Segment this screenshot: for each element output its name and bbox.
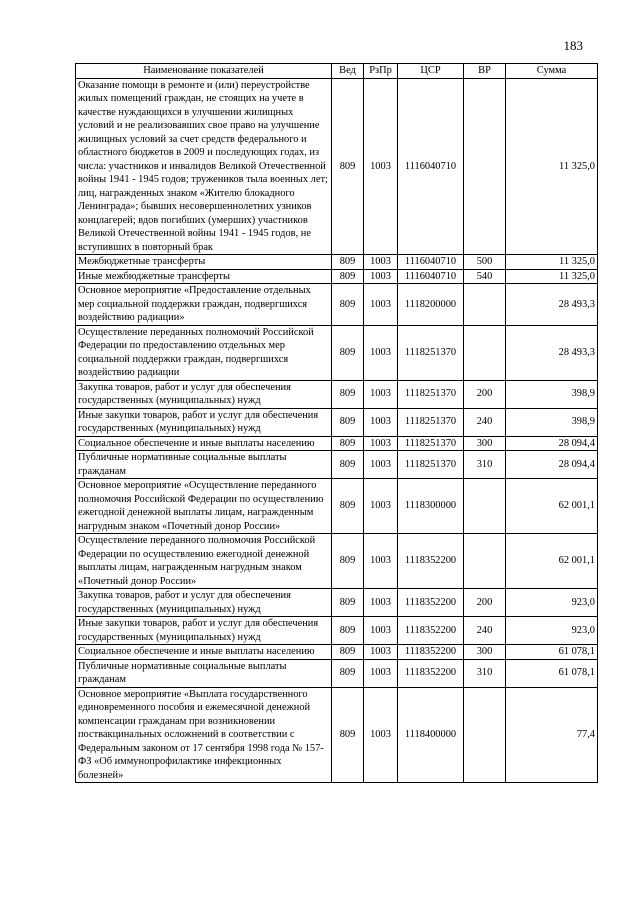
row-csr: 1116040710 [398,78,464,255]
table-row [76,589,598,617]
row-rzpr: 1003 [364,659,398,687]
header-csr: ЦСР [398,64,464,79]
row-ved: 809 [332,451,364,479]
row-name: Социальное обеспечение и иные выплаты населению [76,645,332,660]
row-csr: 1118251370 [398,436,464,451]
row-rzpr: 1003 [364,325,398,380]
row-vr: 540 [464,269,506,284]
header-ved: Вед [332,64,364,79]
table-header [76,64,598,79]
row-sum: 11 325,0 [506,269,598,284]
row-name: Закупка товаров, работ и услуг для обеспечения государственных (муниципальных) нужд [76,589,332,617]
row-csr: 1118251370 [398,325,464,380]
row-vr [464,479,506,534]
row-csr: 1118251370 [398,408,464,436]
header-rzpr: РзПр [364,64,398,79]
row-ved: 809 [332,659,364,687]
row-ved: 809 [332,617,364,645]
table-row [76,436,598,451]
header-vr: ВР [464,64,506,79]
row-csr: 1118251370 [398,380,464,408]
row-sum: 28 493,3 [506,325,598,380]
row-vr [464,325,506,380]
row-ved: 809 [332,325,364,380]
row-ved: 809 [332,479,364,534]
row-ved: 809 [332,408,364,436]
table-row [76,479,598,534]
row-csr: 1116040710 [398,255,464,270]
row-name: Иные межбюджетные трансферты [76,269,332,284]
row-vr [464,687,506,783]
table-row [76,659,598,687]
row-rzpr: 1003 [364,589,398,617]
row-name: Межбюджетные трансферты [76,255,332,270]
row-rzpr: 1003 [364,436,398,451]
row-ved: 809 [332,255,364,270]
row-name: Основное мероприятие «Предоставление отдельных мер социальной поддержки граждан, подвергшихся воздействию радиации» [76,284,332,326]
row-rzpr: 1003 [364,451,398,479]
row-vr: 300 [464,645,506,660]
row-csr: 1118352200 [398,589,464,617]
row-csr: 1118352200 [398,659,464,687]
row-name: Иные закупки товаров, работ и услуг для обеспечения государственных (муниципальных) нужд [76,617,332,645]
row-sum: 28 094,4 [506,451,598,479]
row-csr: 1118352200 [398,645,464,660]
table-row [76,269,598,284]
row-sum: 11 325,0 [506,78,598,255]
row-name: Осуществление переданного полномочия Российской Федерации по осуществлению ежегодной денежной выплаты лицам, награжденным нагрудным знаком «Почетный донор России» [76,534,332,589]
row-rzpr: 1003 [364,645,398,660]
row-vr: 310 [464,659,506,687]
row-vr: 200 [464,589,506,617]
row-csr: 1118352200 [398,617,464,645]
header-row [76,64,598,79]
row-rzpr: 1003 [364,534,398,589]
table-row [76,617,598,645]
row-vr [464,534,506,589]
table-row [76,687,598,783]
table-body [76,78,598,783]
row-rzpr: 1003 [364,479,398,534]
row-name: Основное мероприятие «Осуществление переданного полномочия Российской Федерации по осуществлению ежегодной денежной выплаты лицам, награжденным нагрудным знаком «Почетный донор России» [76,479,332,534]
row-sum: 11 325,0 [506,255,598,270]
table-row [76,78,598,255]
row-csr: 1118400000 [398,687,464,783]
row-vr: 300 [464,436,506,451]
row-vr [464,78,506,255]
row-ved: 809 [332,380,364,408]
row-sum: 62 001,1 [506,534,598,589]
row-sum: 923,0 [506,617,598,645]
row-csr: 1118352200 [398,534,464,589]
table-row [76,408,598,436]
row-csr: 1118251370 [398,451,464,479]
row-rzpr: 1003 [364,255,398,270]
row-name: Публичные нормативные социальные выплаты гражданам [76,659,332,687]
row-ved: 809 [332,284,364,326]
row-rzpr: 1003 [364,687,398,783]
row-vr [464,284,506,326]
row-name: Оказание помощи в ремонте и (или) переустройстве жилых помещений граждан, не стоящих на учете в качестве нуждающихся в улучшении жилищных условий и не реализовавших свое право на улучшение жилищных условий за счет средств федерального и областного бюджетов в 2009 и последующих годах, из числа: участников и инвалидов Великой Отечественной войны 1941 - 1945 годов; тружеников тыла военных лет; лиц, награжденных знаком «Жителю блокадного Ленинграда»; бывших несовершеннолетних узников концлагерей; вдов погибших (умерших) участников Великой Отечественной войны 1941 - 1945 годов, не вступивших в повторный брак [76,78,332,255]
row-csr: 1118300000 [398,479,464,534]
row-sum: 398,9 [506,408,598,436]
row-sum: 62 001,1 [506,479,598,534]
table-row [76,325,598,380]
row-rzpr: 1003 [364,269,398,284]
row-vr: 200 [464,380,506,408]
table-row [76,451,598,479]
row-rzpr: 1003 [364,408,398,436]
row-sum: 61 078,1 [506,645,598,660]
row-rzpr: 1003 [364,284,398,326]
row-sum: 398,9 [506,380,598,408]
header-name: Наименование показателей [76,64,332,79]
table-row [76,534,598,589]
row-name: Основное мероприятие «Выплата государственного единовременного пособия и ежемесячной денежной компенсации гражданам при возникновении поствакцинальных осложнений в соответствии с Федеральным законом от 17 сентября 1998 года № 157-ФЗ «Об иммунопрофилактике инфекционных болезней» [76,687,332,783]
table-row [76,255,598,270]
row-csr: 1118200000 [398,284,464,326]
row-sum: 77,4 [506,687,598,783]
row-sum: 28 094,4 [506,436,598,451]
row-sum: 28 493,3 [506,284,598,326]
row-ved: 809 [332,589,364,617]
header-sum: Сумма [506,64,598,79]
row-name: Закупка товаров, работ и услуг для обеспечения государственных (муниципальных) нужд [76,380,332,408]
row-rzpr: 1003 [364,380,398,408]
row-vr: 240 [464,617,506,645]
row-name: Осуществление переданных полномочий Российской Федерации по предоставлению отдельных мер социальной поддержки граждан, подвергшихся воздействию радиации [76,325,332,380]
row-sum: 61 078,1 [506,659,598,687]
row-rzpr: 1003 [364,617,398,645]
row-name: Иные закупки товаров, работ и услуг для обеспечения государственных (муниципальных) нужд [76,408,332,436]
row-vr: 310 [464,451,506,479]
table-row [76,645,598,660]
row-ved: 809 [332,534,364,589]
row-ved: 809 [332,687,364,783]
table-row [76,284,598,326]
row-name: Публичные нормативные социальные выплаты гражданам [76,451,332,479]
row-name: Социальное обеспечение и иные выплаты населению [76,436,332,451]
row-sum: 923,0 [506,589,598,617]
row-ved: 809 [332,78,364,255]
row-rzpr: 1003 [364,78,398,255]
table-row [76,380,598,408]
row-ved: 809 [332,269,364,284]
row-vr: 500 [464,255,506,270]
row-ved: 809 [332,436,364,451]
row-vr: 240 [464,408,506,436]
budget-table [75,63,598,783]
row-ved: 809 [332,645,364,660]
page-number: 183 [563,38,583,53]
row-csr: 1116040710 [398,269,464,284]
